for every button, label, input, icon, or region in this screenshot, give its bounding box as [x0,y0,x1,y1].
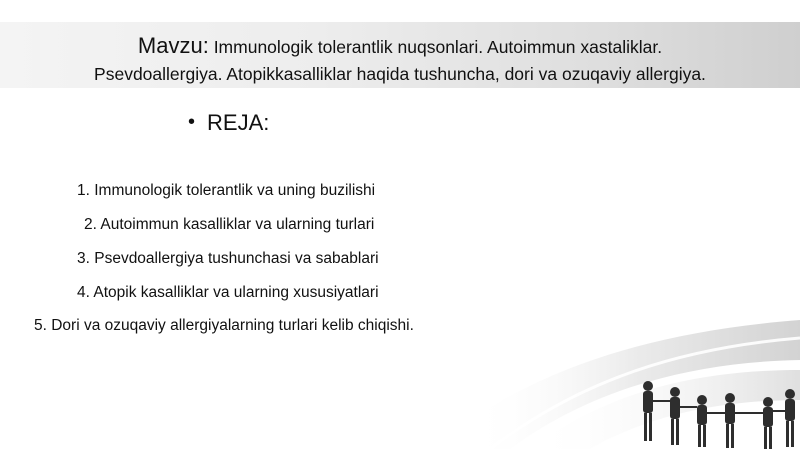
plan-item-5: 5. Dori va ozuqaviy allergiyalarning turlari kelib chiqishi. [34,317,414,334]
bullet-dot-icon: • [188,111,196,133]
plan-item-1: 1. Immunologik tolerantlik va uning buzilishi [77,182,376,199]
plan-heading-label: REJA: [207,110,270,135]
title-line-2: Psevdoallergiya. Atopikkasalliklar haqida tushuncha, dori va ozuqaviy allergiya. [94,64,706,84]
plan-item-4: 4. Atopik kasalliklar va ularning xususiyatlari [77,284,379,301]
plan-item-2: 2. Autoimmun kasalliklar va ularning turlari [84,216,375,233]
people-swoosh-image [470,300,800,449]
slide-title [0,32,800,88]
title-line-1-text: Immunologik tolerantlik nuqsonlari. Autoimmun xastaliklar. [213,37,663,57]
title-prefix: Mavzu: [137,33,209,58]
plan-item-3: 3. Psevdoallergiya tushunchasi va sabablari [77,250,379,267]
title-line-1 [0,32,800,61]
plan-heading [188,110,269,136]
